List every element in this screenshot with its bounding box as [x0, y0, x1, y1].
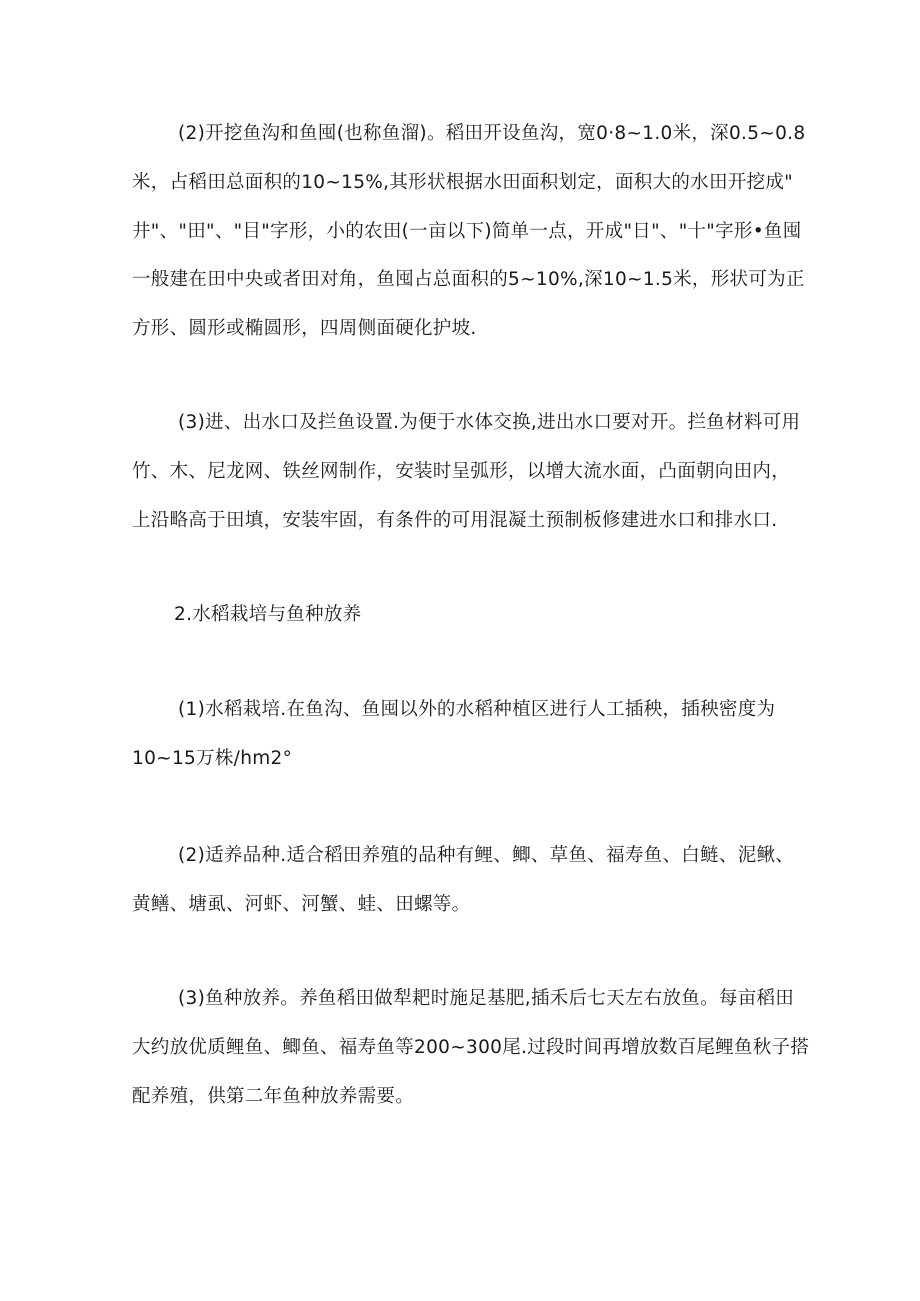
paragraph-stocking-line-1: (3)鱼种放养。养鱼稻田做犁耙时施足基肥,插禾后七天左右放鱼。每亩稻田: [178, 988, 795, 1009]
section-heading: 2.水稻栽培与鱼种放养: [174, 604, 362, 625]
paragraph-species-line-1: (2)适养品种.适合稻田养殖的品种有鲤、鲫、草鱼、福寿鱼、白鲢、泥鳅、: [178, 845, 795, 866]
paragraph-water-inlet-line-1: (3)进、出水口及拦鱼设置.为便于水体交换,进出水口要对开。拦鱼材料可用: [178, 412, 801, 433]
paragraph-water-inlet-line-3: 上沿略高于田填，安装牢固，有条件的可用混凝土预制板修建进水口和排水口.: [132, 510, 778, 531]
paragraph-fish-ditch-line-5: 方形、圆形或椭圆形，四周侧面硬化护坡.: [132, 318, 477, 339]
paragraph-species-line-2: 黄鳝、塘虱、河虾、河蟹、蛙、田螺等。: [132, 894, 471, 915]
paragraph-stocking-line-3: 配养殖，供第二年鱼种放养需要。: [132, 1086, 415, 1107]
paragraph-fish-ditch-line-4: 一般建在田中央或者田对角，鱼囤占总面积的5~10%,深10~1.5米，形状可为正: [132, 269, 805, 290]
paragraph-rice-cultivation-line-2: 10~15万株/hm2°: [132, 748, 293, 769]
paragraph-rice-cultivation-line-1: (1)水稻栽培.在鱼沟、鱼囤以外的水稻种植区进行人工插秧，插秧密度为: [178, 699, 776, 720]
paragraph-water-inlet-line-2: 竹、木、尼龙网、铁丝网制作，安装时呈弧形，以增大流水面，凸面朝向田内，: [132, 461, 791, 482]
paragraph-fish-ditch-line-3: 井"、"田"、"目"字形，小的农田(一亩以下)简单一点，开成"日"、"十"字形•鱼囤: [132, 221, 802, 242]
paragraph-fish-ditch-line-1: (2)开挖鱼沟和鱼囤(也称鱼溜)。稻田开设鱼沟，宽0·8~1.0米，深0.5~0.8: [178, 123, 806, 144]
paragraph-fish-ditch-line-2: 米，占稻田总面积的10~15%,其形状根据水田面积划定，面积大的水田开挖成": [132, 172, 793, 193]
paragraph-stocking-line-2: 大约放优质鲤鱼、鲫鱼、福寿鱼等200~300尾.过段时间再增放数百尾鲤鱼秋子搭: [132, 1037, 810, 1058]
